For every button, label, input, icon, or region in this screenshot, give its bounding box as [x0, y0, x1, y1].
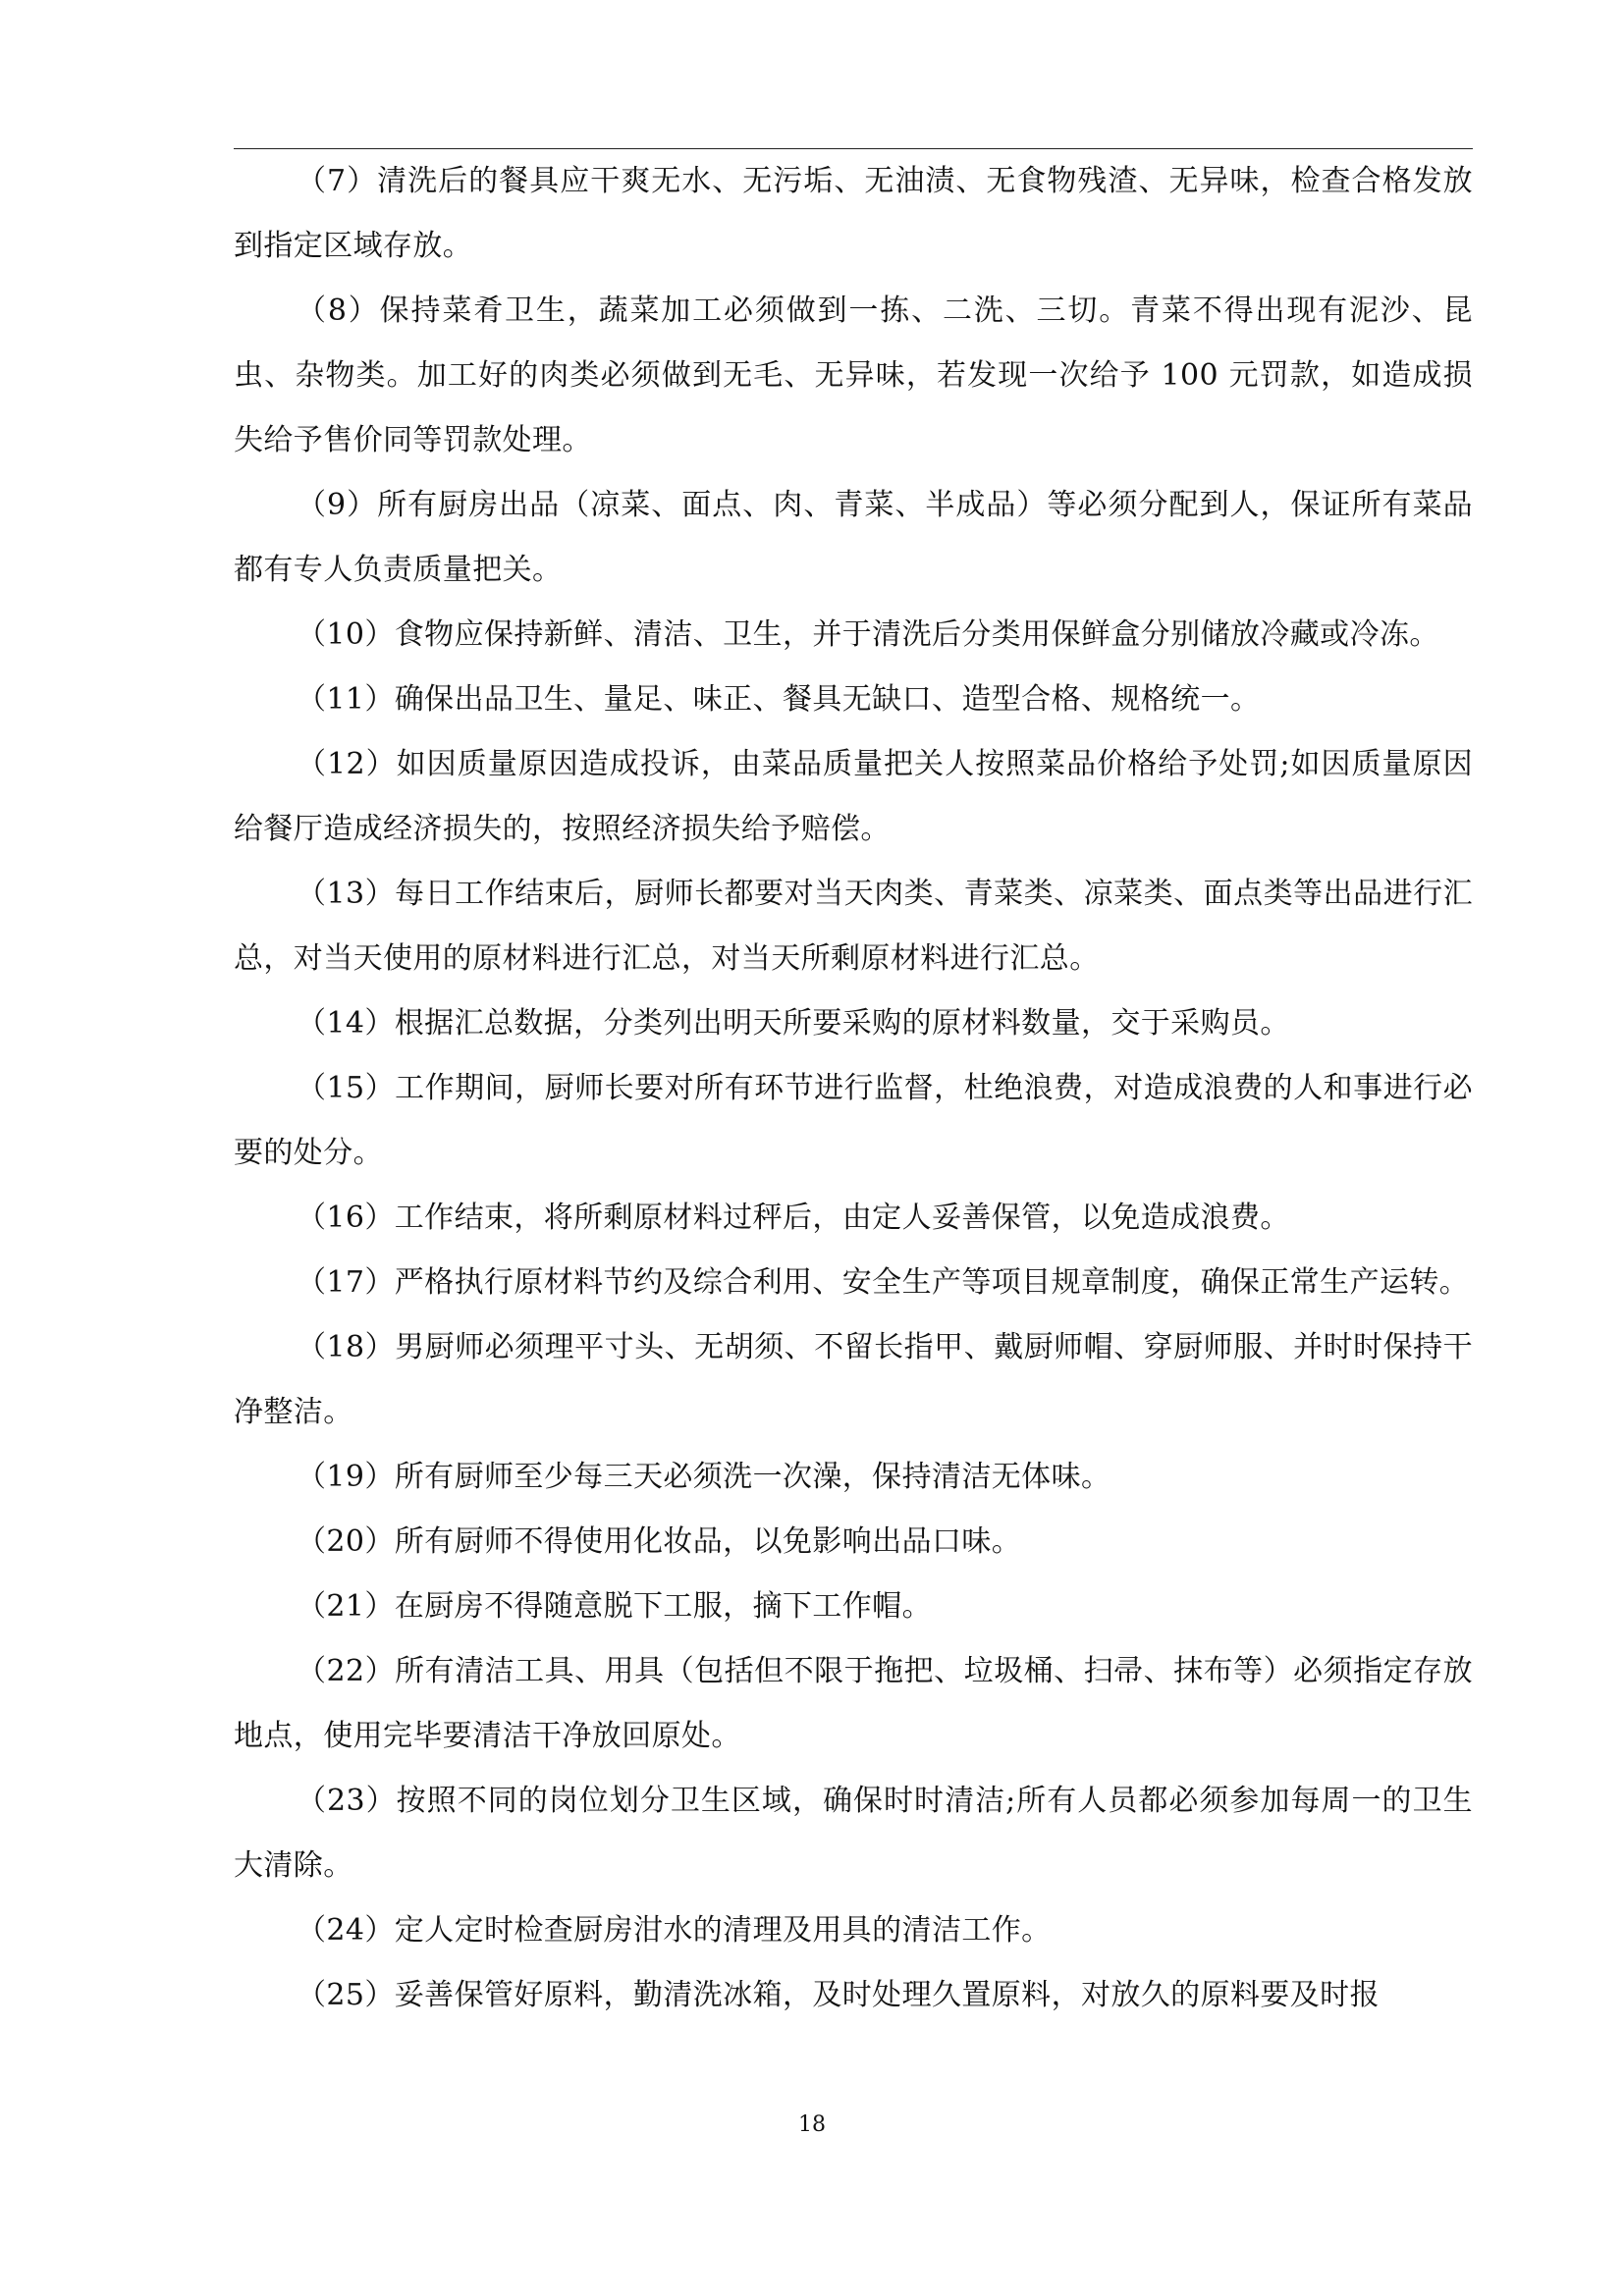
body-text [234, 149, 1473, 2028]
paragraph-19: （19）所有厨师至少每三天必须洗一次澡，保持清洁无体味。 [297, 1460, 1111, 1494]
paragraph-9: （9）所有厨房出品（凉菜、面点、肉、青菜、半成品）等必须分配到人，保证所有菜品都有专人负责质量把关。 [234, 488, 1473, 587]
paragraph-14: （14）根据汇总数据，分类列出明天所要采购的原材料数量，交于采购员。 [297, 1006, 1290, 1041]
paragraph-8: （8）保持菜肴卫生，蔬菜加工必须做到一拣、二洗、三切。青菜不得出现有泥沙、昆虫、杂物类。加工好的肉类必须做到无毛、无异味，若发现一次给予 100 元罚款，如造成损失给予售价同等罚款处理。 [234, 294, 1473, 457]
paragraph-13: （13）每日工作结束后，厨师长都要对当天肉类、青菜类、凉菜类、面点类等出品进行汇总，对当天使用的原材料进行汇总，对当天所剩原材料进行汇总。 [234, 877, 1473, 976]
paragraph-10: （10）食物应保持新鲜、清洁、卫生，并于清洗后分类用保鲜盒分别储放冷藏或冷冻。 [297, 617, 1439, 652]
paragraph-23: （23）按照不同的岗位划分卫生区域，确保时时清洁;所有人员都必须参加每周一的卫生大清除。 [234, 1784, 1473, 1883]
paragraph-20: （20）所有厨师不得使用化妆品，以免影响出品口味。 [297, 1524, 1022, 1559]
paragraph-12: （12）如因质量原因造成投诉，由菜品质量把关人按照菜品价格给予处罚;如因质量原因给餐厅造成经济损失的，按照经济损失给予赔偿。 [234, 747, 1473, 846]
paragraph-11: （11）确保出品卫生、量足、味正、餐具无缺口、造型合格、规格统一。 [297, 682, 1261, 717]
paragraph-18: （18）男厨师必须理平寸头、无胡须、不留长指甲、戴厨师帽、穿厨师服、并时时保持干净整洁。 [234, 1330, 1473, 1429]
paragraph-7: （7）清洗后的餐具应干爽无水、无污垢、无油渍、无食物残渣、无异味，检查合格发放到指定区域存放。 [234, 164, 1473, 263]
paragraph-16: （16）工作结束，将所剩原材料过秤后，由定人妥善保管，以免造成浪费。 [297, 1201, 1290, 1235]
page-number: 18 [798, 2112, 826, 2137]
paragraph-21: （21）在厨房不得随意脱下工服，摘下工作帽。 [297, 1589, 932, 1624]
paragraph-25: （25）妥善保管好原料，勤清洗冰箱，及时处理久置原料，对放久的原料要及时报 [297, 1978, 1380, 2012]
paragraph-24: （24）定人定时检查厨房泔水的清理及用具的清洁工作。 [297, 1913, 1052, 1948]
paragraph-15: （15）工作期间，厨师长要对所有环节进行监督，杜绝浪费，对造成浪费的人和事进行必要的处分。 [234, 1071, 1473, 1170]
paragraph-22: （22）所有清洁工具、用具（包括但不限于拖把、垃圾桶、扫帚、抹布等）必须指定存放地点，使用完毕要清洁干净放回原处。 [234, 1654, 1473, 1753]
paragraph-17: （17）严格执行原材料节约及综合利用、安全生产等项目规章制度，确保正常生产运转。 [297, 1265, 1470, 1300]
